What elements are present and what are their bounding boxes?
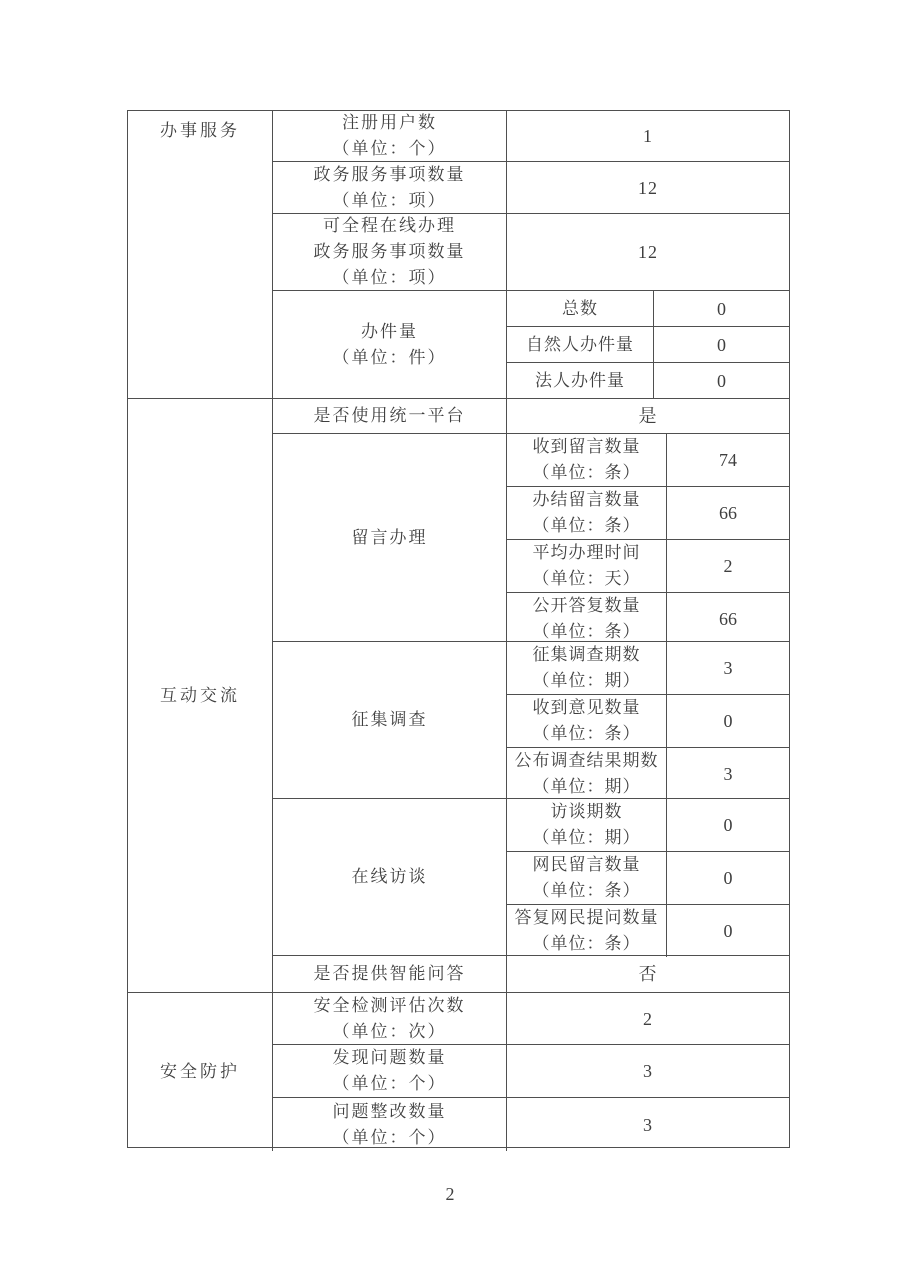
item-cell	[273, 399, 507, 433]
section-rows	[273, 399, 789, 992]
subvalue-cell: 2	[723, 556, 733, 576]
subvalue-cell: 0	[723, 711, 733, 731]
sublabel-unit: （单位：期）	[532, 828, 641, 847]
sublabel: 网民留言数量	[532, 855, 641, 874]
table-row	[273, 214, 789, 291]
table-row	[273, 399, 789, 434]
item-unit: （单位：个）	[332, 1074, 447, 1093]
item-label: 问题整改数量	[332, 1101, 447, 1121]
item-label: 注册用户数	[342, 113, 437, 132]
item-label: 发现问题数量	[332, 1048, 447, 1067]
subrow	[507, 593, 789, 645]
value-cell: 12	[638, 177, 658, 198]
item-label: 在线访谈	[351, 867, 428, 886]
subrow	[507, 487, 789, 540]
subrow	[507, 363, 789, 398]
sublabel-unit: （单位：期）	[532, 671, 641, 690]
subvalue-cell: 0	[717, 334, 726, 355]
sublabel: 总数	[562, 298, 598, 318]
table-row	[273, 111, 789, 162]
subvalue-cell: 74	[719, 450, 737, 470]
category-label: 安全防护	[160, 1062, 240, 1081]
sublabel-cell	[507, 799, 667, 851]
item-cell	[273, 291, 507, 398]
sublabel: 征集调查期数	[532, 645, 641, 664]
item-unit: （单位：件）	[332, 347, 447, 367]
item-unit: （单位：项）	[332, 268, 447, 287]
item-cell	[273, 111, 507, 161]
item-cell	[273, 1045, 507, 1097]
item-label: 留言办理	[351, 527, 428, 547]
sublabel-unit: （单位：期）	[532, 777, 641, 796]
sublabel: 访谈期数	[550, 802, 623, 821]
item-cell	[273, 1098, 507, 1151]
sublabel-unit: （单位：条）	[532, 463, 641, 482]
section-anquan-fanghu	[128, 993, 789, 1151]
subrow	[507, 540, 789, 593]
item-cell	[273, 214, 507, 290]
subvalue-cell: 0	[717, 370, 726, 391]
category-label: 办事服务	[160, 121, 240, 140]
table-row	[273, 799, 789, 956]
value-cell: 1	[643, 126, 653, 146]
sublabel-cell	[507, 748, 667, 800]
sublabel-unit: （单位：条）	[532, 724, 641, 743]
item-cell	[273, 993, 507, 1044]
value-cell: 否	[638, 964, 658, 984]
item-label: 可全程在线办理	[323, 216, 456, 235]
subtable	[507, 434, 789, 641]
report-table	[127, 110, 790, 1148]
category-cell	[128, 993, 273, 1151]
sublabel-cell	[507, 487, 667, 539]
sublabel-unit: （单位：条）	[532, 622, 641, 641]
table-row	[273, 1045, 789, 1098]
value-cell: 2	[643, 1008, 653, 1029]
value-cell: 是	[638, 406, 658, 426]
item-label: 是否提供智能问答	[313, 964, 466, 983]
sublabel-cell	[507, 363, 654, 398]
sublabel-unit: （单位：条）	[532, 934, 641, 953]
item-cell	[273, 162, 507, 213]
subvalue-cell: 66	[719, 609, 737, 629]
sublabel-cell	[507, 905, 667, 957]
section-rows	[273, 993, 789, 1151]
sublabel: 收到留言数量	[532, 437, 641, 456]
item-label: 安全检测评估次数	[313, 995, 466, 1015]
subtable	[507, 642, 789, 798]
item-label: 办件量	[361, 321, 418, 341]
sublabel-unit: （单位：条）	[532, 881, 641, 900]
subrow	[507, 799, 789, 852]
sublabel-cell	[507, 327, 654, 362]
section-banshi-fuwu	[128, 111, 789, 399]
sublabel-unit: （单位：条）	[532, 516, 641, 535]
sublabel-cell	[507, 540, 667, 592]
item-cell	[273, 642, 507, 798]
category-cell	[128, 399, 273, 992]
subvalue-cell: 0	[723, 921, 733, 941]
section-hudong-jiaoliu	[128, 399, 789, 993]
subrow	[507, 291, 789, 327]
table-row	[273, 993, 789, 1045]
item-cell	[273, 956, 507, 992]
item-label: 征集调查	[351, 710, 428, 729]
section-rows	[273, 111, 789, 398]
item-label: 政务服务事项数量	[313, 242, 466, 261]
sublabel: 收到意见数量	[532, 698, 641, 717]
subrow	[507, 434, 789, 487]
subvalue-cell: 0	[723, 815, 733, 835]
table-row	[273, 291, 789, 398]
value-cell: 12	[638, 242, 658, 262]
item-cell	[273, 799, 507, 955]
value-cell: 3	[643, 1061, 653, 1081]
subrow	[507, 642, 789, 695]
subvalue-cell: 3	[723, 658, 733, 678]
subvalue-cell: 0	[717, 298, 726, 319]
subvalue-cell: 0	[723, 868, 733, 888]
subtable	[507, 799, 789, 955]
subrow	[507, 695, 789, 748]
sublabel: 办结留言数量	[532, 490, 641, 509]
sublabel-cell	[507, 434, 667, 486]
sublabel-cell	[507, 695, 667, 747]
page-number: 2	[445, 1184, 455, 1204]
sublabel-cell	[507, 642, 667, 694]
subrow	[507, 905, 789, 957]
sublabel: 答复网民提问数量	[514, 908, 659, 927]
table-row	[273, 162, 789, 214]
category-label: 互动交流	[160, 685, 240, 705]
subvalue-cell: 66	[719, 503, 737, 523]
table-row	[273, 956, 789, 992]
sublabel-cell	[507, 852, 667, 904]
value-cell: 3	[643, 1114, 653, 1135]
item-unit: （单位：次）	[332, 1021, 447, 1041]
sublabel-unit: （单位：天）	[532, 569, 641, 588]
table-row	[273, 642, 789, 799]
item-label: 是否使用统一平台	[313, 406, 466, 425]
sublabel: 平均办理时间	[532, 543, 641, 562]
table-row	[273, 1098, 789, 1151]
sublabel-cell	[507, 291, 654, 326]
subrow	[507, 748, 789, 800]
subvalue-cell: 3	[723, 764, 733, 784]
sublabel: 法人办件量	[535, 370, 625, 390]
item-unit: （单位：个）	[332, 139, 447, 158]
category-cell	[128, 111, 273, 398]
item-unit: （单位：项）	[332, 190, 447, 210]
sublabel: 公布调查结果期数	[514, 751, 659, 770]
item-cell	[273, 434, 507, 641]
item-unit: （单位：个）	[332, 1127, 447, 1147]
sublabel-cell	[507, 593, 667, 645]
sublabel: 自然人办件量	[526, 334, 634, 354]
sublabel: 公开答复数量	[532, 596, 641, 615]
item-label: 政务服务事项数量	[313, 164, 466, 184]
table-row	[273, 434, 789, 642]
subtable	[507, 291, 789, 398]
subrow	[507, 327, 789, 363]
subrow	[507, 852, 789, 905]
